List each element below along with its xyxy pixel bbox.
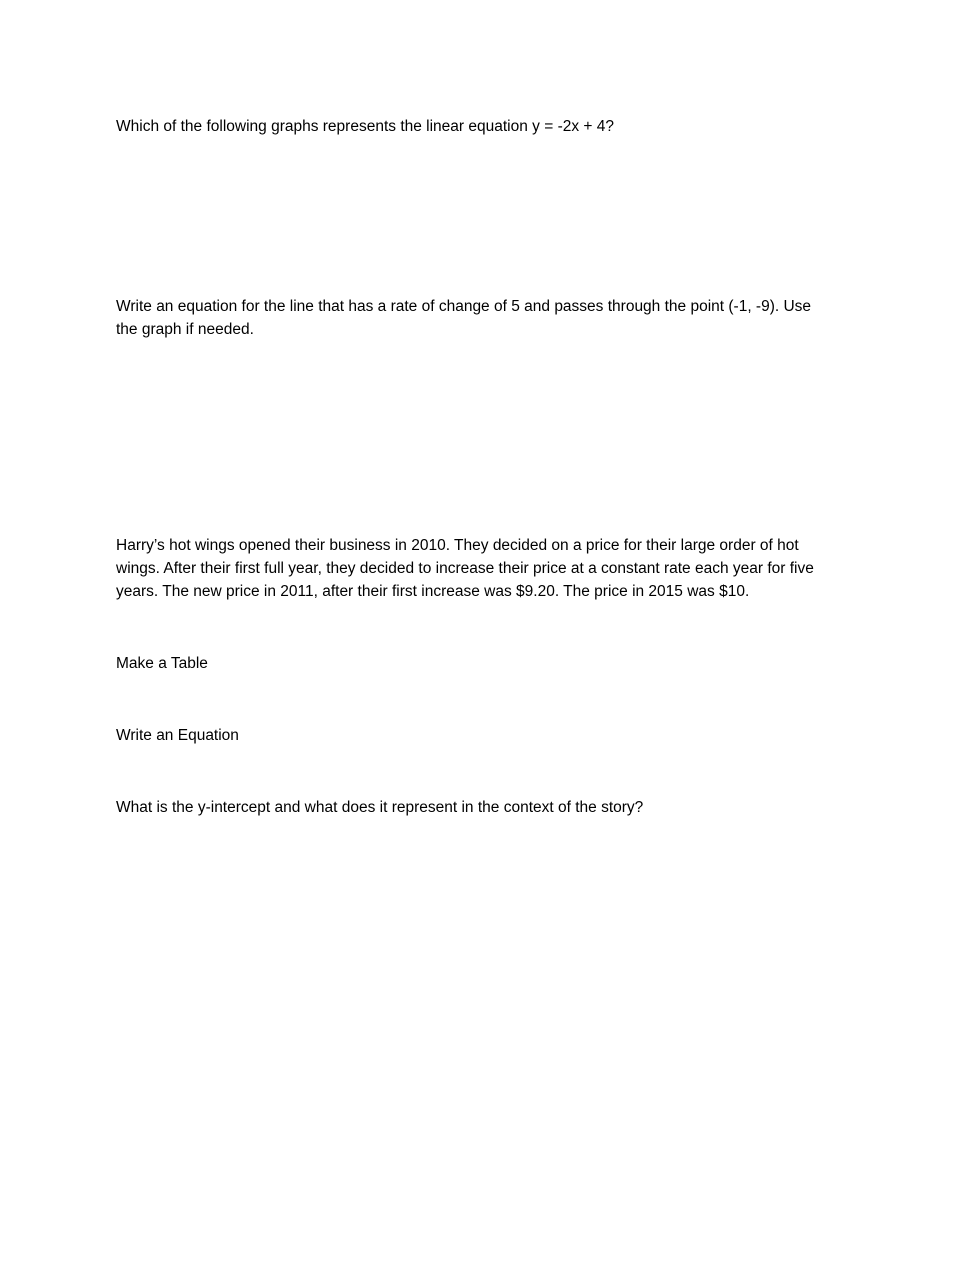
problem-text-line: Harry’s hot wings opened their business in 2010. They decided on a price for their large order of hot: [116, 537, 799, 554]
problem-text-line: years. The new price in 2011, after their first increase was $9.20. The price in 2015 was $10.: [116, 583, 750, 600]
word-problem-hot-wings: [116, 534, 861, 603]
question-text-line: Which of the following graphs represents the linear equation y = -2x + 4?: [116, 118, 615, 135]
prompt-text: Write an Equation: [116, 727, 239, 744]
prompt-text: What is the y-intercept and what does it represent in the context of the story?: [116, 799, 644, 816]
question-graph-equation: [116, 115, 861, 138]
problem-text-line: wings. After their first full year, they decided to increase their price at a constant rate each year for five: [116, 560, 814, 577]
question-text-line: Write an equation for the line that has a rate of change of 5 and passes through the point (-1, -9). Use: [116, 298, 812, 315]
question-text-line: the graph if needed.: [116, 321, 254, 338]
prompt-text: Make a Table: [116, 655, 208, 672]
prompt-make-table: [116, 652, 861, 675]
prompt-write-equation: [116, 724, 861, 747]
question-write-equation: [116, 295, 861, 341]
prompt-y-intercept: [116, 796, 861, 819]
